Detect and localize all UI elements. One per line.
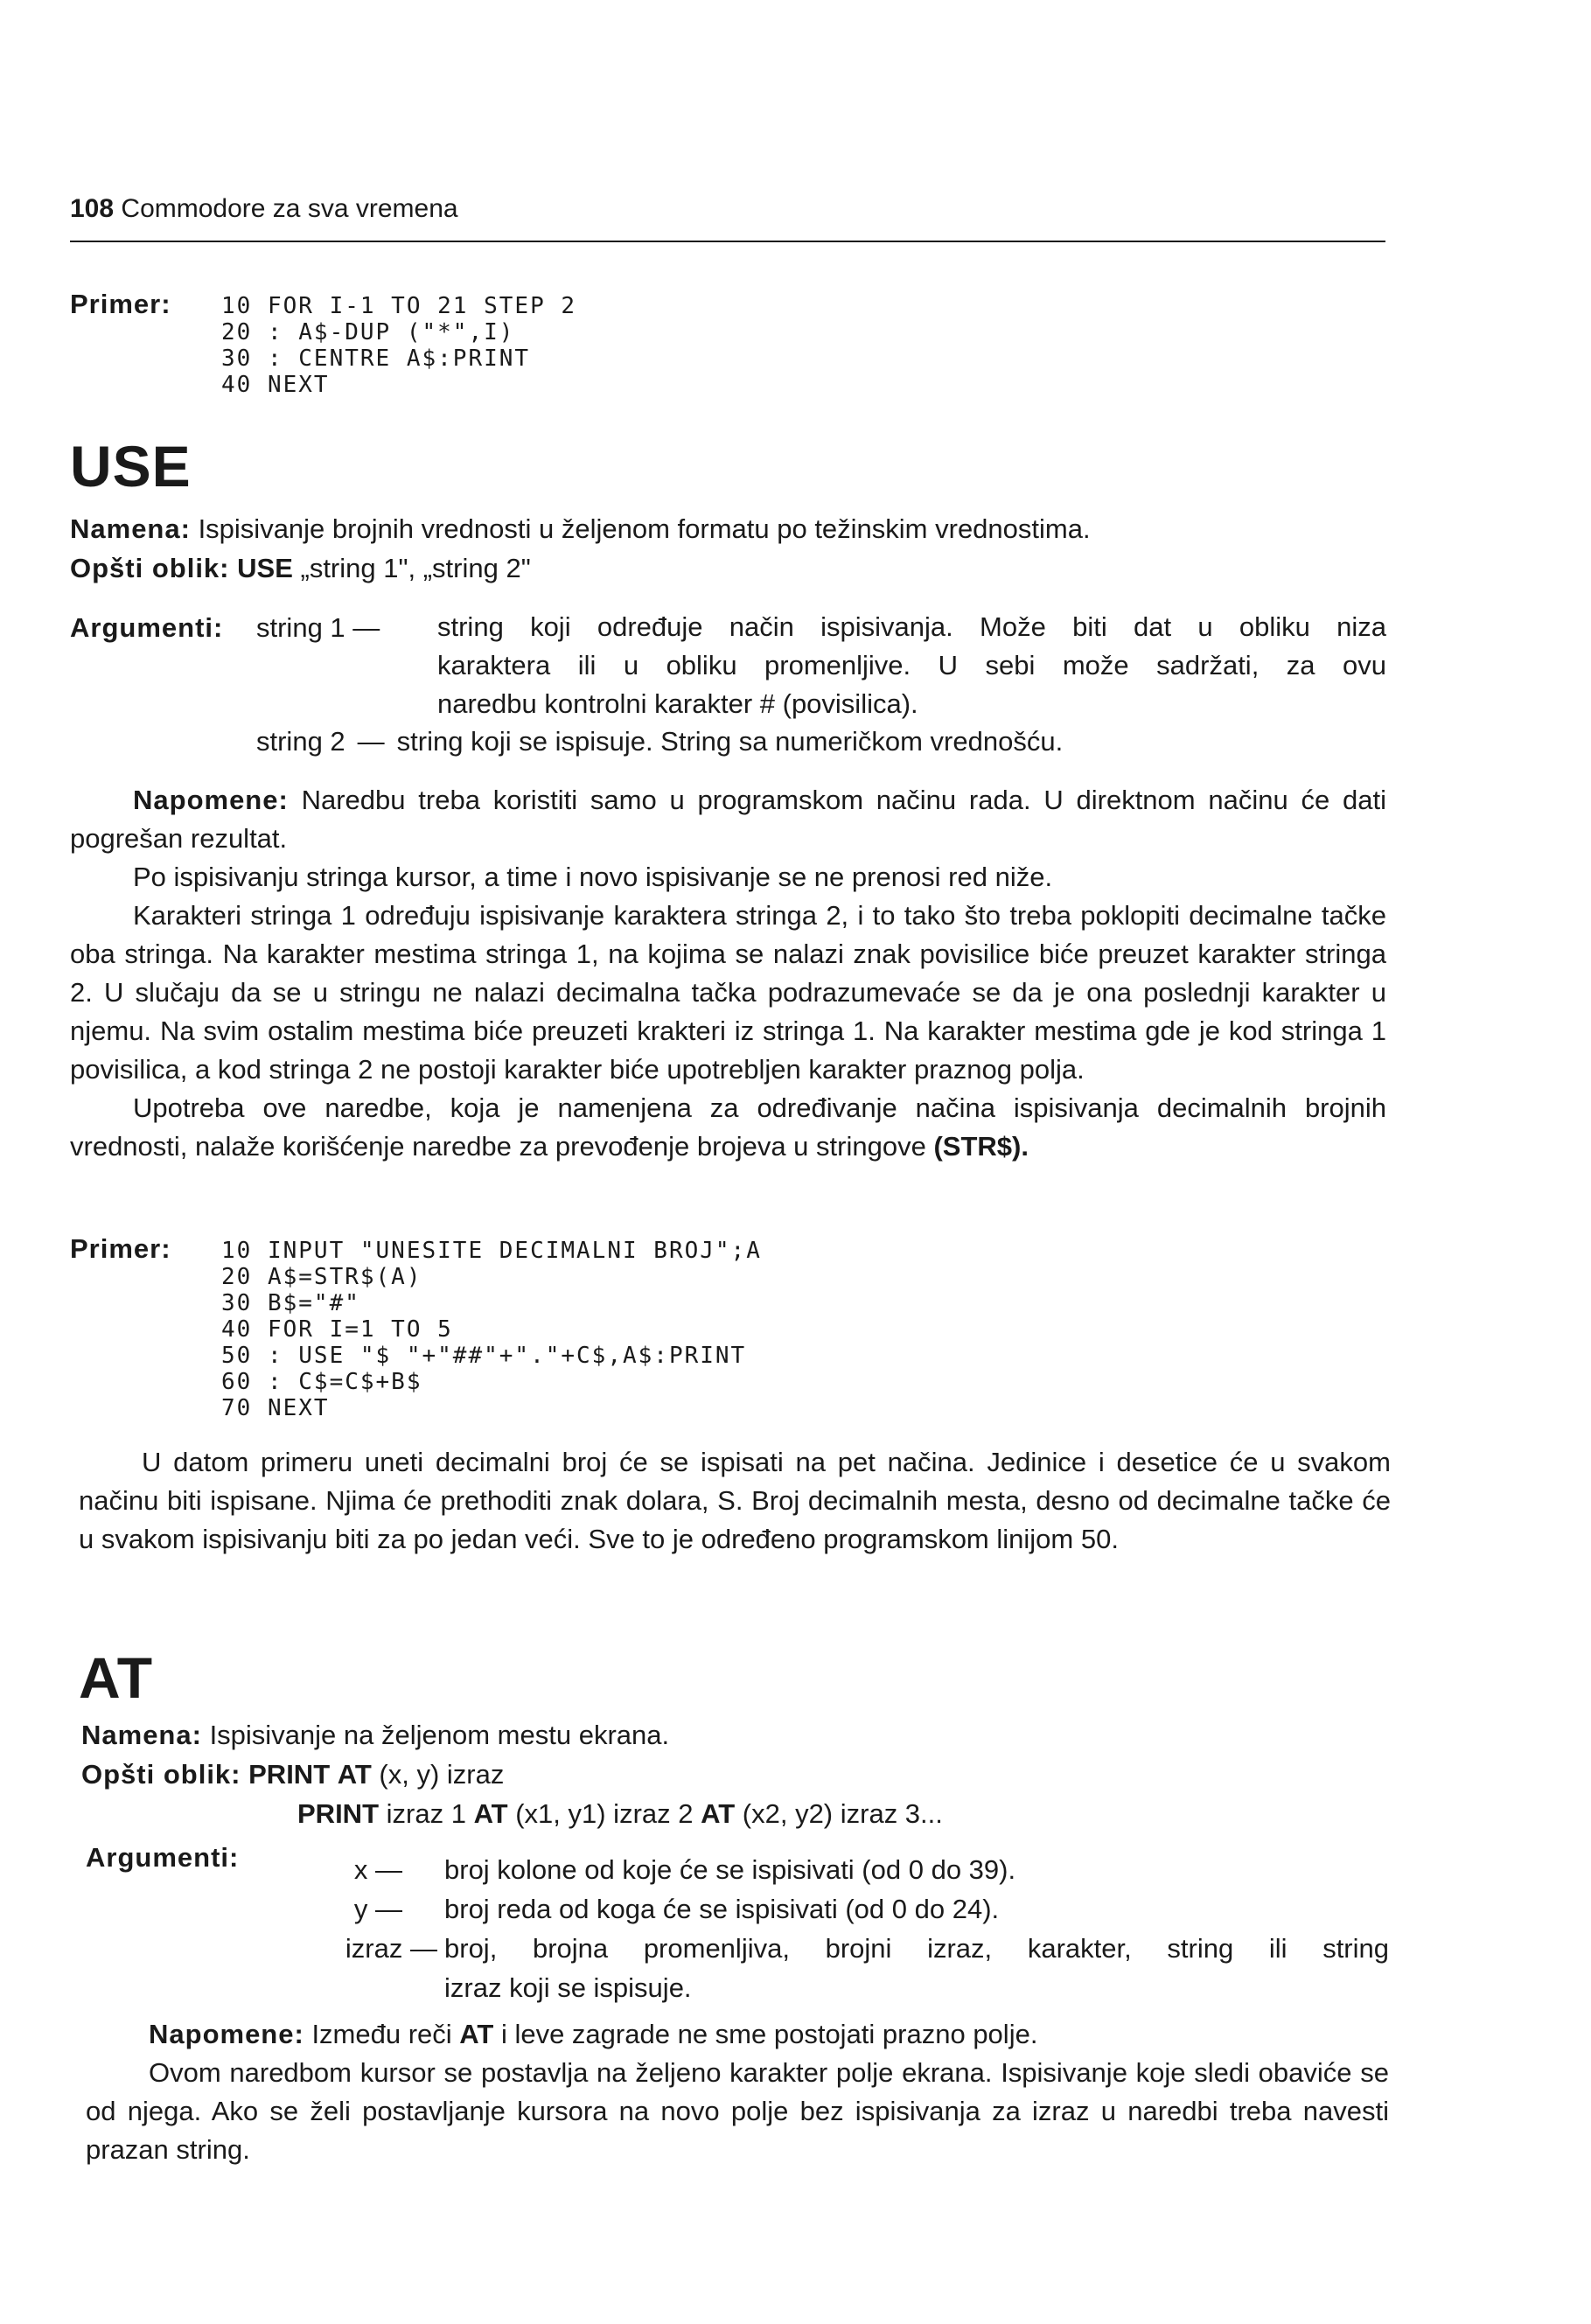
code-line: 20 : A$-DUP ("*",I) bbox=[221, 319, 515, 345]
code-line: 10 FOR I-1 TO 21 STEP 2 bbox=[221, 293, 577, 319]
opsti-command: USE bbox=[237, 553, 293, 583]
napomene-paragraph: Napomene: Naredbu treba koristiti samo u programskom načinu rada. U direktnom načinu će dati pogrešan rezultat. bbox=[70, 785, 1386, 854]
paragraph: Po ispisivanju stringa kursor, a time i novo ispisivanje se ne prenosi red niže. bbox=[133, 862, 1053, 892]
namena-label: Namena: bbox=[70, 513, 191, 544]
section-title-at: AT bbox=[79, 1645, 154, 1710]
section-title-use: USE bbox=[70, 434, 192, 499]
running-header bbox=[70, 194, 458, 224]
code-line: 60 : C$=C$+B$ bbox=[221, 1369, 422, 1395]
namena-label: Namena: bbox=[81, 1720, 202, 1750]
at-arg-y-text: broj reda od koga će se ispisivati (od 0 do 24). bbox=[444, 1894, 1000, 1924]
code-line: 50 : USE "$ "+"##"+"."+C$,A$:PRINT bbox=[221, 1343, 747, 1369]
namena-text: Ispisivanje na željenom mestu ekrana. bbox=[209, 1720, 670, 1750]
at-arg-x-text: broj kolone od koje će se ispisivati (od 0 do 39). bbox=[444, 1854, 1016, 1885]
use-arg2: string 2 — string koji se ispisuje. String sa numeričkom vrednošću. bbox=[256, 726, 1064, 757]
use-arg1-text: string koji određuje način ispisivanja. Može biti dat u obliku niza karaktera ili u obliku promenljive. U sebi može sadržati, za ovu naredbu kontrolni karakter # (povisilica). bbox=[437, 611, 1386, 719]
napomene-paragraph: Napomene: Između reči AT i leve zagrade ne sme postojati prazno polje. bbox=[149, 2019, 1038, 2049]
at-namena bbox=[81, 1720, 669, 1751]
code-line: 20 A$=STR$(A) bbox=[221, 1264, 422, 1290]
at-opsti-oblik: Opšti oblik: PRINT AT (x, y) izraz bbox=[81, 1759, 505, 1790]
use-opsti-oblik bbox=[70, 553, 531, 584]
use-example-code bbox=[221, 1238, 762, 1421]
code-line: 30 B$="#" bbox=[221, 1290, 360, 1316]
at-opsti-form2: PRINT izraz 1 AT (x1, y1) izraz 2 AT (x2, y2) izraz 3... bbox=[297, 1798, 943, 1829]
code-line: 30 : CENTRE A$:PRINT bbox=[221, 345, 531, 372]
opsti-label: Opšti oblik: bbox=[81, 1759, 241, 1790]
code-line: 40 FOR I=1 TO 5 bbox=[221, 1316, 453, 1343]
napomene-label: Napomene: bbox=[133, 785, 289, 815]
use-namena bbox=[70, 513, 1091, 545]
example1-code bbox=[221, 293, 576, 398]
at-arg-izraz-text2: izraz koji se ispisuje. bbox=[444, 1972, 692, 2003]
napomene-label: Napomene: bbox=[149, 2019, 304, 2049]
at-arg-x-name: x — bbox=[353, 1854, 402, 1885]
use-arg-label: Argumenti: bbox=[70, 612, 224, 643]
opsti-label: Opšti oblik: bbox=[70, 553, 230, 583]
at-arg-y-name: y — bbox=[353, 1894, 402, 1924]
use-arg1-name: string 1 — bbox=[256, 612, 380, 643]
code-line: 70 NEXT bbox=[221, 1395, 330, 1421]
use-example-explanation: U datom primeru uneti decimalni broj će se ispisati na pet načina. Jedinice i desetice će u svakom načinu biti ispisane. Njima će prethoditi znak dolara, S. Broj decimalnih mesta, desno od decimalne tačke će u svakom ispisivanju biti za po jedan veći. Sve to je određeno programskom linijom 50. bbox=[79, 1447, 1391, 1554]
at-arg-izraz-name: izraz — bbox=[345, 1933, 437, 1964]
arg2-text: string koji se ispisuje. String sa numeričkom vrednošću. bbox=[396, 726, 1064, 757]
header-rule bbox=[70, 241, 1385, 242]
opsti-args: „string 1", „string 2" bbox=[300, 553, 531, 583]
at-body bbox=[86, 2015, 1389, 2169]
namena-text: Ispisivanje brojnih vrednosti u željenom formatu po težinskim vrednostima. bbox=[198, 513, 1091, 544]
paragraph: Upotreba ove naredbe, koja je namenjena za određivanje načina ispisivanja decimalnih brojnih vrednosti, nalaže korišćenje naredbe za prevođenje brojeva u stringove (STR$). bbox=[70, 1092, 1386, 1162]
paragraph: Ovom naredbom kursor se postavlja na željeno karakter polje ekrana. Ispisivanje koje sledi obaviće se od njega. Ako se želi postavljanje kursora na novo polje bez ispisivanja za izraz u naredbi treba navesti prazan string. bbox=[86, 2057, 1389, 2165]
use-example-label: Primer: bbox=[70, 1233, 171, 1264]
at-arg-izraz-text: broj, brojna promenljiva, brojni izraz, karakter, string ili string bbox=[444, 1933, 1389, 1964]
use-body bbox=[70, 781, 1386, 1166]
page-number: 108 bbox=[70, 194, 115, 223]
paragraph: Karakteri stringa 1 određuju ispisivanje karaktera stringa 2, i to tako što treba poklopiti decimalne tačke oba stringa. Na karakter mestima stringa 1, na kojima se nalazi znak povisilice biće preuzet karakter stringa 2. U slučaju da se u stringu ne nalazi decimalna tačka podrazumevaće se da je ona poslednji karakter u njemu. Na svim ostalim mestima biće preuzeti krakteri iz stringa 1. Na karakter mestima gde je kod stringa 1 povisilica, a kod stringa 2 ne postoji karakter biće upotrebljen karakter praznog polja. bbox=[70, 900, 1386, 1085]
code-line: 10 INPUT "UNESITE DECIMALNI BROJ";A bbox=[221, 1238, 762, 1264]
at-arg-label: Argumenti: bbox=[86, 1842, 240, 1873]
code-line: 40 NEXT bbox=[221, 372, 330, 398]
book-title: Commodore za sva vremena bbox=[121, 194, 458, 223]
example1-label: Primer: bbox=[70, 289, 171, 319]
